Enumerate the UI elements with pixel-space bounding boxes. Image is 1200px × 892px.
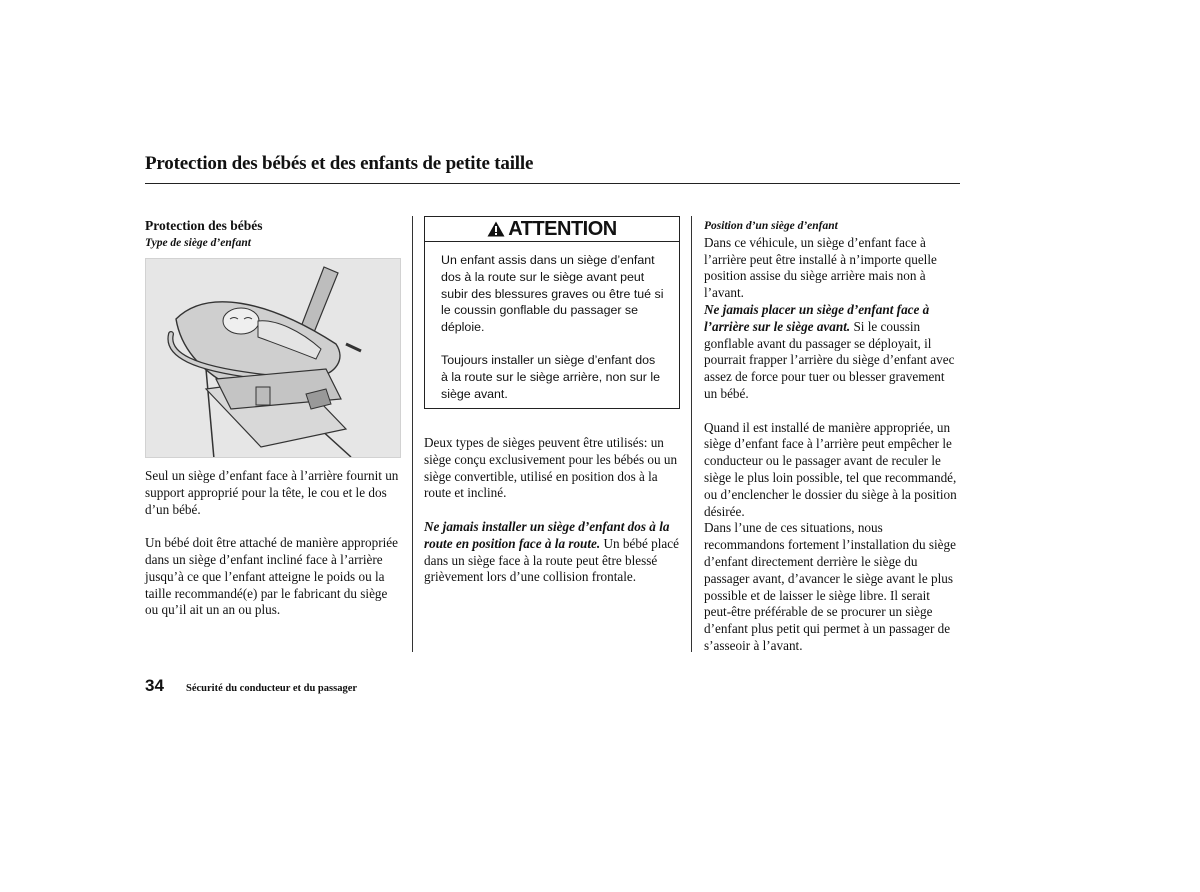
infant-seat-icon (146, 259, 401, 458)
left-column (145, 218, 401, 252)
middle-para-1: Deux types de sièges peuvent être utilisés: un siège conçu exclusivement pour les bébés ou un siège convertible, utilisé en position dos à la route et incliné. (424, 435, 678, 501)
left-body (145, 468, 401, 619)
attention-para-2: Toujours installer un siège d’enfant dos à la route sur le siège arrière, non sur le siège avant. (441, 353, 661, 402)
column-divider-left (412, 216, 413, 652)
middle-para-2 (424, 519, 682, 586)
sub-heading-seat-type: Type de siège d’enfant (145, 236, 251, 249)
page-number: 34 (145, 676, 164, 695)
title-divider (145, 183, 960, 184)
footer-section-name: Sécurité du conducteur et du passager (186, 683, 358, 694)
right-para-2-emphasis: Ne jamais placer un siège d’enfant face à l’arrière sur le siège avant. (704, 301, 930, 334)
attention-box (424, 216, 680, 409)
attention-header (425, 217, 679, 242)
right-para-3: Quand il est installé de manière appropriée, un siège d’enfant face à l’arrière peut empêcher le conducteur ou le passager avant de reculer le siège le plus loin possible, tel que recommandé, ou d’enclencher le dossier du siège à la position désirée. (704, 419, 957, 519)
attention-para-1: Un enfant assis dans un siège d’enfant dos à la route sur le siège avant peut subir des blessures graves ou être tué si le coussin gonflable du passager se déploie. (441, 253, 664, 335)
middle-para-2-emphasis: Ne jamais installer un siège d’enfant dos à la route en position face à la route. (424, 518, 670, 551)
sub-heading-seat-position: Position d’un siège d’enfant (704, 220, 838, 232)
page-title: Protection des bébés et des enfants de petite taille (145, 153, 534, 174)
right-para-1: Dans ce véhicule, un siège d’enfant face à l’arrière peut être installé à n’importe quelle position assise du siège arrière mais non à l’avant. (704, 234, 937, 301)
column-divider-right (691, 216, 692, 652)
right-para-2 (704, 302, 960, 403)
section-heading: Protection des bébés (145, 218, 263, 233)
right-column (704, 218, 960, 655)
middle-para-2-text: Un bébé placé dans un siège face à la route peut être blessé grièvement lors d’une collision frontale. (424, 535, 679, 585)
middle-body (424, 435, 682, 586)
left-para-2: Un bébé doit être attaché de manière appropriée dans un siège d’enfant incliné face à l’arrière jusqu’à ce que l’enfant atteigne le poids ou la taille recommandé(e) par le fabricant du siège ou qu’il ait un an ou plus. (145, 535, 398, 618)
right-para-2-text: Si le coussin gonflable avant du passager se déployait, il pourrait frapper l’arrière du siège d’enfant avec assez de force pour tuer ou blesser gravement un bébé. (704, 318, 955, 401)
right-para-4: Dans l’une de ces situations, nous recommandons fortement l’installation du siège d’enfant directement derrière le siège du passager avant, d’avancer le siège avant le plus possible et de laisser le siège libre. Il serait peut-être préférable de se procurer un siège d’enfant plus petit qui permet à un passager de s’asseoir à l’avant. (704, 520, 956, 653)
warning-triangle-icon (487, 221, 505, 237)
left-para-1: Seul un siège d’enfant face à l’arrière fournit un support approprié pour la tête, le cou et le dos d’un bébé. (145, 468, 399, 517)
infant-seat-illustration (145, 258, 401, 458)
attention-heading: ATTENTION (508, 217, 617, 240)
